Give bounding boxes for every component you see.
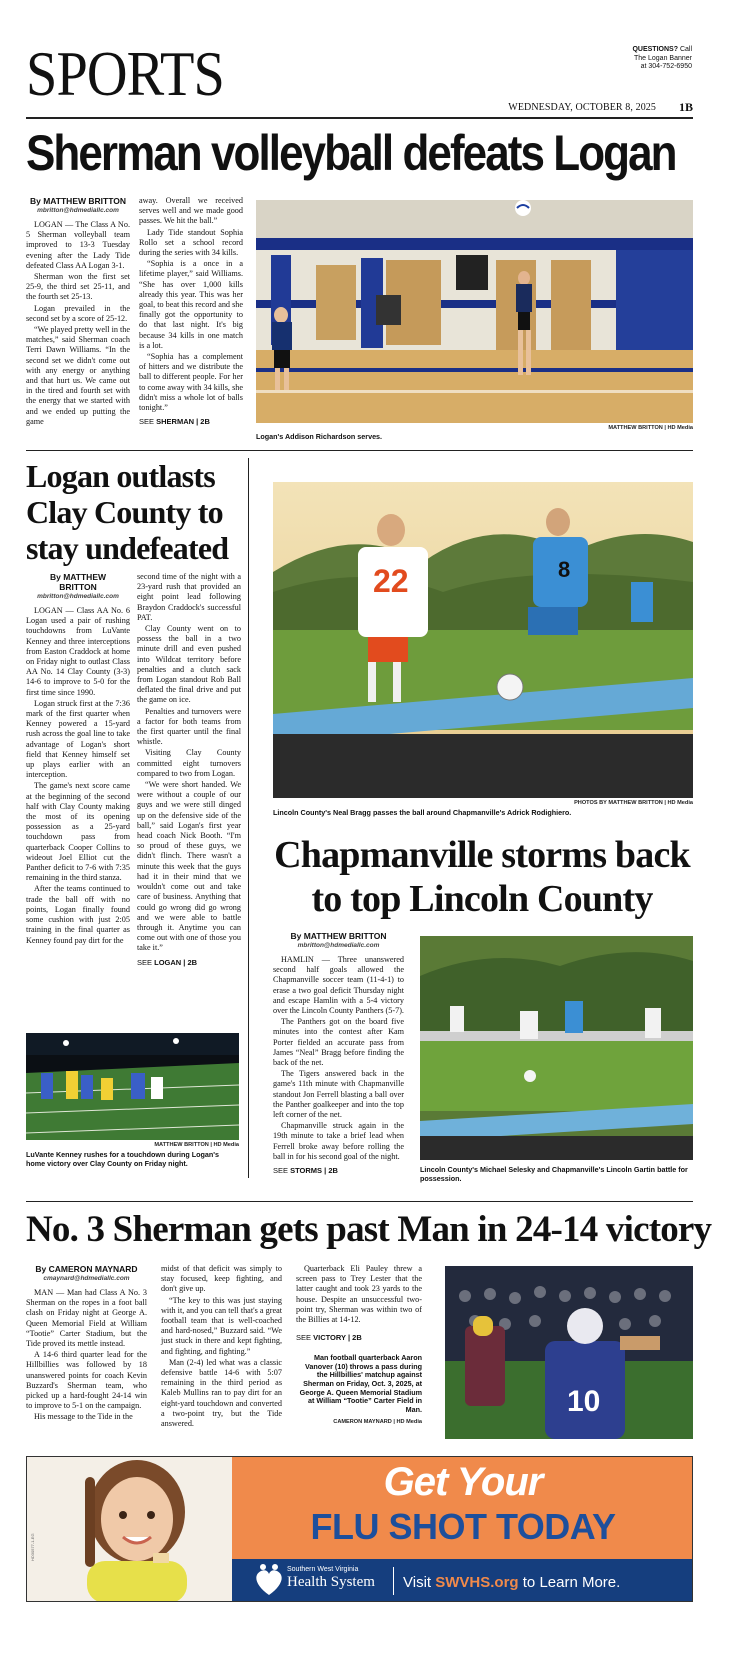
- jersey-number-8: 8: [558, 557, 571, 582]
- story3-byline: By MATTHEW BRITTON mbritton@hdmediallc.com: [273, 931, 404, 949]
- masthead-rule: [26, 117, 693, 119]
- story2-col2: [137, 572, 241, 967]
- story1-caption: Logan's Addison Richardson serves.: [256, 432, 383, 441]
- story3-body: HAMLIN — Three unanswered second half goals allowed the Chapmanville soccer team (11-4-1) to erase a two goal deficit Thursday night and escape Hamlin with a 5-4 victory over the Lincoln County Panthers (5-7). The Panthers got on the board five minutes into the contest after Kam Porter fielded an accurate pass from James “Neal” Bragg before finding the back of the net. The Tigers answered back in the game's 11th minute with Chapmanville standout Jon Ferrell blasting a ball over the Panther goalkeeper and into the top left corner of the net. Chapmanville struck again in the 19th minute to take a brief lead when Ferrell broke away before rolling the ball in for his second goal of the night.: [273, 955, 404, 1161]
- story2-body-col2: second time of the night with a 23-yard rush that provided an eight point lead following Braydon Craddock's successful PAT. Clay County went on to possess the ball in a two minute drill and even pushed into Wildcat territory before penalties and a clutch sack from Logan standout Rob Ball deflated the final drive and put the game on ice. Penalties and turnovers were a factor for both teams from the first quarter until the final whistle. Visiting Clay County committed eight turnovers compared to two from Logan. “We were short handed. We were without a couple of our guys and we were still dinged up on the defensive side of the ball,” said Logan's first year head coach Nick Booth. “I'm so proud of these guys, we didn't flinch. There wasn't a minute this week that the guys had it in their mind that we wouldn't come out and take care of business. Anything that could go wrong did go wrong and we were able to battle through it. Anytime you can come out with one of those you take it.”: [137, 572, 241, 953]
- ad-headline-2: FLU SHOT TODAY: [310, 1506, 616, 1547]
- volleyball-photo: [256, 200, 693, 423]
- story2-headline: Logan outlasts Clay County to stay undefeated: [26, 458, 229, 566]
- story4-body-col3: Quarterback Eli Pauley threw a screen pass to Trey Lester that the latter caught and took 23 yards to the house. Despite an unsuccessful two-point try, Sherman was within two of the Billies at 14-12.: [296, 1264, 422, 1325]
- soccer-photo-caption: Lincoln County's Neal Bragg passes the ball around Chapmanville's Adrick Rodighiero.: [273, 808, 572, 817]
- ad-headline-1: Get Your: [383, 1460, 543, 1504]
- story2-photo-credit: MATTHEW BRITTON | HD Media: [154, 1142, 239, 1148]
- page-number: 1B: [678, 100, 693, 114]
- story4-body-col2: midst of that deficit was simply to stay focused, keep fighting, and don't give up. “The key to this was just staying with it, and you can tell that's a great football team that is well-coached and hard-nosed,” Buzzard said. “We just stuck in there and kept fighting, and fighting, and fighting.” Man (2-4) led what was a classic defensive battle 14-6 with 5:07 remaining in the third period as Kaleb Mullins ran to pay dirt for an eight-yard touchdown and converted a two-point try, but the Tide answered.: [161, 1264, 282, 1429]
- story1-byline: By MATTHEW BRITTON mbritton@hdmediallc.com: [26, 196, 130, 214]
- story4-byline: By CAMERON MAYNARD cmaynard@hdmediallc.com: [26, 1264, 147, 1282]
- ad-cta[interactable]: [403, 1574, 620, 1591]
- soccer-photo-main: [273, 482, 693, 798]
- health-system-logo: [249, 1561, 289, 1601]
- section-rule-1: [26, 450, 693, 451]
- story4-photo-credit: CAMERON MAYNARD | HD Media: [333, 1419, 422, 1426]
- story4-body-col1: MAN — Man had Class A No. 3 Sherman on the ropes in a foot ball clash on Friday night at George A. Queen Memorial Field at William “Tootie” Carter Stadium, but the Tide proved its mettle instead. A 14-6 third quarter lead for the Hillbillies was followed by 18 unanswered points for coach Kevin Buzzard's Sherman team, who picked up a hard-fought 24-14 win to improve to 5-1 on the campaign. His message to the Tide in the: [26, 1288, 147, 1422]
- flu-shot-ad[interactable]: [26, 1456, 693, 1602]
- story1-col2: [139, 196, 243, 426]
- story4-col1: [26, 1264, 147, 1424]
- story4-caption: Man football quarterback Aaron Vanover (10) throws a pass during the Hillbillies' matchup against Sherman on Friday, Oct. 3, 2025, at George A. Queen Memorial Stadium at William “Tootie” Carter Field in Man.: [299, 1353, 422, 1414]
- ad-learn-more: to Learn More.: [522, 1574, 621, 1591]
- story3-jump[interactable]: SEE STORMS | 2B: [273, 1166, 338, 1176]
- soccer-photo-secondary: [420, 936, 693, 1160]
- ad-org-line1: Southern West Virginia: [287, 1566, 359, 1573]
- story1-col1: [26, 196, 130, 428]
- column-divider: [248, 458, 249, 1178]
- story2-col1: [26, 572, 130, 947]
- questions-line2: The Logan Banner: [634, 54, 692, 62]
- story1-body-col1: LOGAN — The Class A No. 5 Sherman volleyball team improved to 13-3 Tuesday evening after the Lady Tide defeated Class AA Logan 3-1. Sherman won the first set 25-9, the third set 25-11, and the fourth set 25-13. Logan prevailed in the second set by a score of 25-12. “We played pretty well in the matches,” said Sherman coach Terri Dawn Williams. “In the second set we didn't come out with any energy or anything and that hurt us. We came out in the tired and fourth set with the energy that we started with and we ended up putting the game: [26, 220, 130, 426]
- section-rule-2: [26, 1201, 693, 1202]
- issue-date: WEDNESDAY, OCTOBER 8, 2025: [508, 102, 656, 113]
- story4-email: cmaynard@hdmediallc.com: [43, 1275, 130, 1282]
- questions-phone: at 304-752-6950: [640, 63, 692, 70]
- ad-org-line2: Health System: [287, 1574, 375, 1590]
- story4-col2: [161, 1264, 282, 1430]
- story1-jump[interactable]: SEE SHERMAN | 2B: [139, 417, 210, 427]
- football-photo-logan: [26, 1033, 239, 1140]
- story3-headline: Chapmanville storms back to top Lincoln County: [274, 834, 690, 920]
- story2-jump[interactable]: SEE LOGAN | 2B: [137, 957, 198, 967]
- soccer-photo-credit: PHOTOS BY MATTHEW BRITTON | HD Media: [574, 800, 693, 806]
- ad-divider: [393, 1567, 394, 1595]
- jersey-number-22: 22: [373, 563, 409, 599]
- ad-url[interactable]: SWVHS.org: [435, 1574, 519, 1591]
- story4-jump[interactable]: SEE VICTORY | 2B: [296, 1333, 362, 1343]
- story4-headline: No. 3 Sherman gets past Man in 24-14 victory: [26, 1209, 712, 1250]
- story1-photo-credit: MATTHEW BRITTON | HD Media: [608, 425, 693, 431]
- story2-caption: LuVante Kenney rushes for a touchdown during Logan's home victory over Clay County on Friday night.: [26, 1150, 219, 1168]
- ad-side-code: HD30577-1-EG: [30, 1533, 35, 1561]
- story3-caption: Lincoln County's Michael Selesky and Chapmanville's Lincoln Gartin battle for possession.: [420, 1165, 688, 1183]
- story1-headline: Sherman volleyball defeats Logan: [26, 125, 676, 181]
- questions-box: [632, 46, 692, 72]
- jersey-number-10: 10: [567, 1385, 601, 1418]
- ad-child-photo: [27, 1457, 232, 1602]
- story3-email: mbritton@hdmediallc.com: [297, 942, 380, 949]
- story2-email: mbritton@hdmediallc.com: [37, 593, 119, 600]
- story4-col3-text: [296, 1264, 422, 1425]
- section-title: SPORTS: [26, 38, 224, 109]
- story2-byline: By MATTHEW BRITTON mbritton@hdmediallc.com: [26, 572, 130, 600]
- questions-call: Call: [679, 46, 692, 53]
- ad-visit: Visit: [403, 1574, 432, 1591]
- football-photo-man: [445, 1266, 693, 1439]
- story1-email: mbritton@hdmediallc.com: [37, 207, 119, 214]
- story1-body-col2: away. Overall we received serves well and we made good passes. We hit the ball.” Lady Tide standout Sophia Rollo set a school record during the series with 34 kills. “Sophia is a once in a lifetime player,” said Williams. “She has over 1,000 kills already this year. This was her goal, to beat this record and she finally got the opportunity to do that last night. It's big because 34 kills in one match is a lot. “Sophia has a complement of hitters and we distribute the ball to different people. For her to come away with 34 kills, she didn't miss a whole lot of balls tonight.”: [139, 196, 243, 413]
- story2-body-col1: LOGAN — Class AA No. 6 Logan used a pair of rushing touchdowns from LuVante Kenney and three interceptions from Easton Craddock at home on Friday night to outlast Class AA No. 14 Clay County (3-3) 14-6 to improve to 5-0 for the first time since 1990. Logan struck first at the 7:36 mark of the first quarter when Kenney powered a 15-yard rush across the goal line to take advantage of Logan's short field that Kenney himself set up plays earlier with an interception. The game's next score came at the beginning of the second half with Clay County making the most of its opening possession as a 25-yard touchdown pass from quarterback Cooper Collins to wideout Joel Elliot cut the Panther deficit to 7-6 with 7:35 remaining in the third stanza. After the teams continued to trade the ball off with no points, Logan finally found some cushion with just 2:05 training in the final quarter as Kenney found pay dirt for the: [26, 606, 130, 945]
- questions-label: QUESTIONS?: [632, 46, 678, 53]
- story3-col1: [273, 931, 404, 1175]
